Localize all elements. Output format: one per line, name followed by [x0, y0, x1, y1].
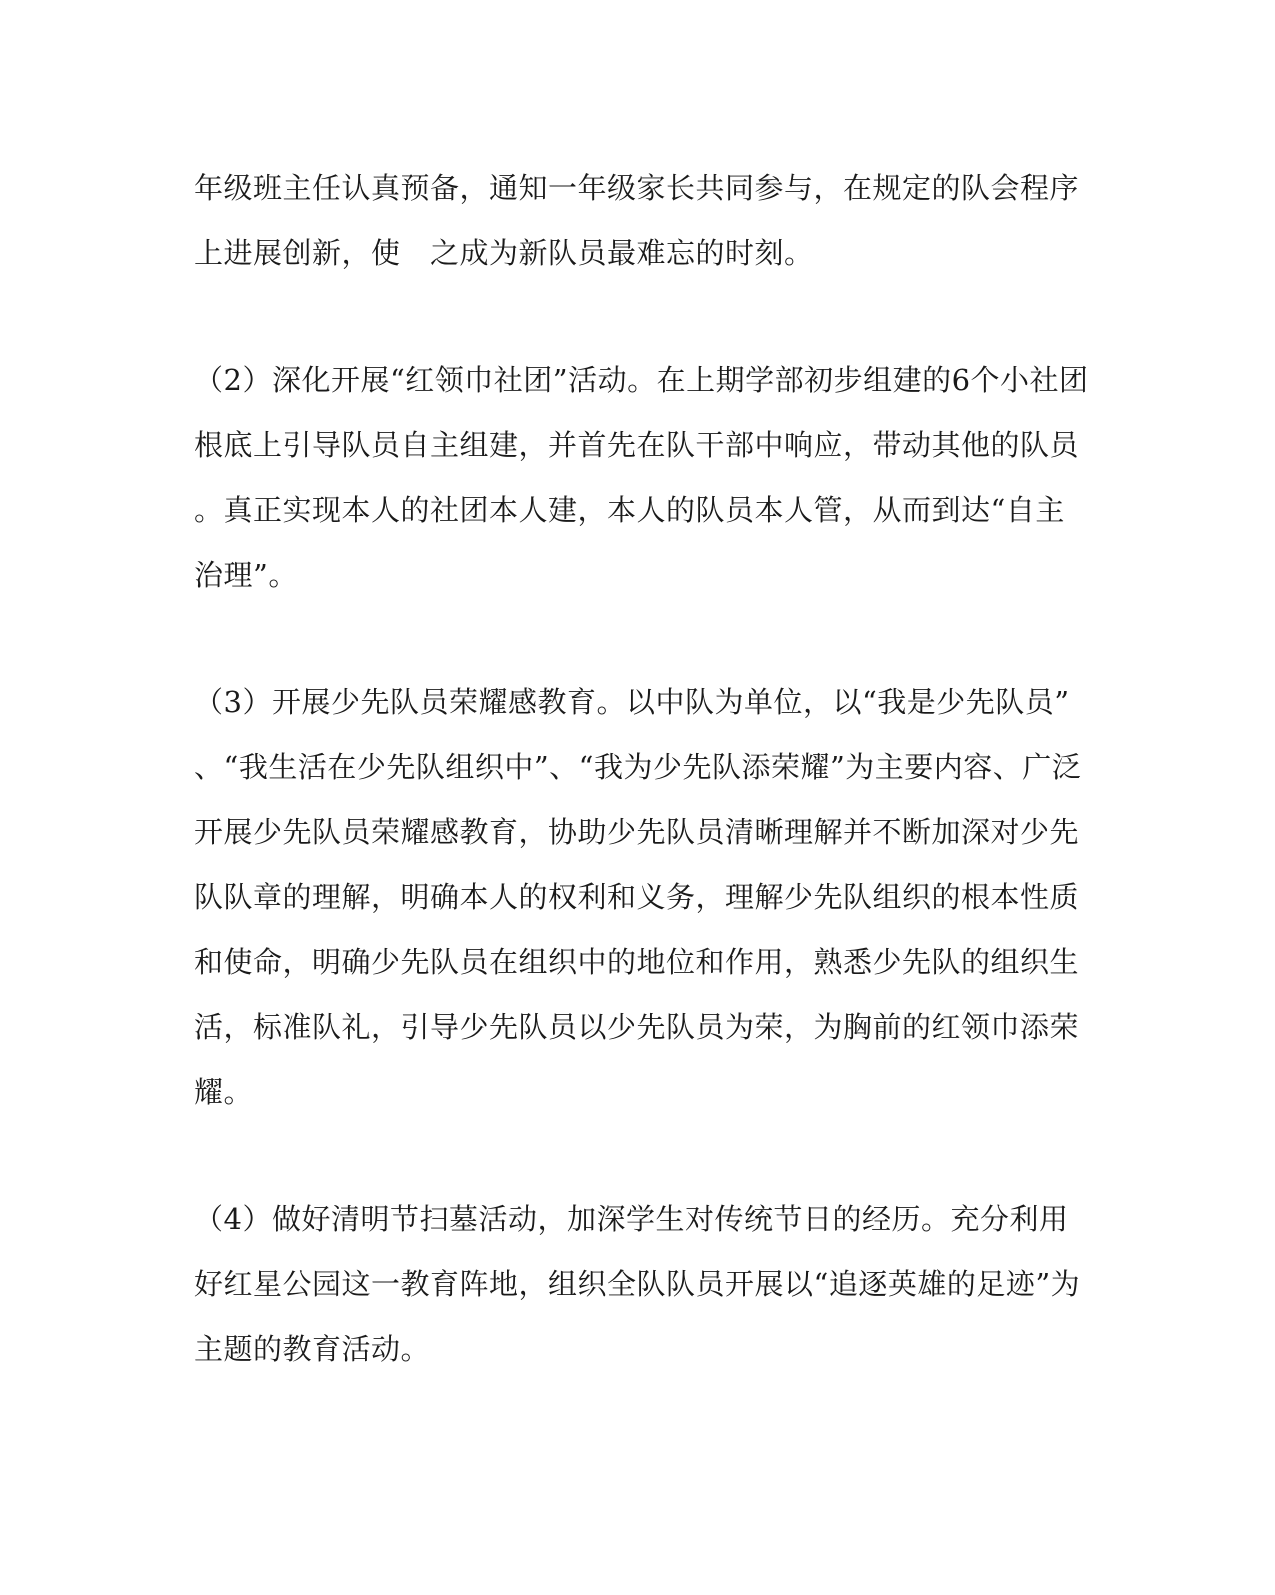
text-line: 和使命，明确少先队员在组织中的地位和作用，熟悉少先队的组织生: [194, 945, 1080, 979]
text-line: 、“我生活在少先队组织中”、“我为少先队添荣耀”为主要内容、广泛: [194, 750, 1082, 784]
paragraph-4: [194, 1187, 1081, 1382]
text-line: 好红星公园这一教育阵地，组织全队队员开展以“追逐英雄的足迹”为: [194, 1267, 1081, 1301]
text-line: 活，标准队礼，引导少先队员以少先队员为荣，为胸前的红领巾添荣: [194, 1010, 1080, 1044]
text-line: 根底上引导队员自主组建，并首先在队干部中响应，带动其他的队员: [194, 428, 1080, 462]
paragraph-3: [194, 670, 1082, 1125]
text-line: 开展少先队员荣耀感教育，协助少先队员清晰理解并不断加深对少先: [194, 815, 1080, 849]
text-line: （3）开展少先队员荣耀感教育。以中队为单位，以“我是少先队员”: [194, 685, 1070, 719]
document-page: [194, 156, 1089, 1382]
text-line: 。真正实现本人的社团本人建，本人的队员本人管，从而到达“自主: [194, 493, 1065, 527]
text-line: 主题的教育活动。: [194, 1332, 431, 1366]
text-line: （2）深化开展“红领巾社团”活动。在上期学部初步组建的6个小社团: [194, 363, 1089, 397]
text-line: 上进展创新，使 之成为新队员最难忘的时刻。: [194, 236, 814, 270]
text-line: 耀。: [194, 1075, 254, 1109]
text-line: 治理”。: [194, 558, 298, 592]
paragraph-1: [194, 156, 1080, 286]
paragraph-2: [194, 348, 1089, 608]
text-line: 年级班主任认真预备，通知一年级家长共同参与，在规定的队会程序: [194, 171, 1080, 205]
text-line: （4）做好清明节扫墓活动，加深学生对传统节日的经历。充分利用: [194, 1202, 1069, 1236]
text-line: 队队章的理解，明确本人的权利和义务，理解少先队组织的根本性质: [194, 880, 1080, 914]
